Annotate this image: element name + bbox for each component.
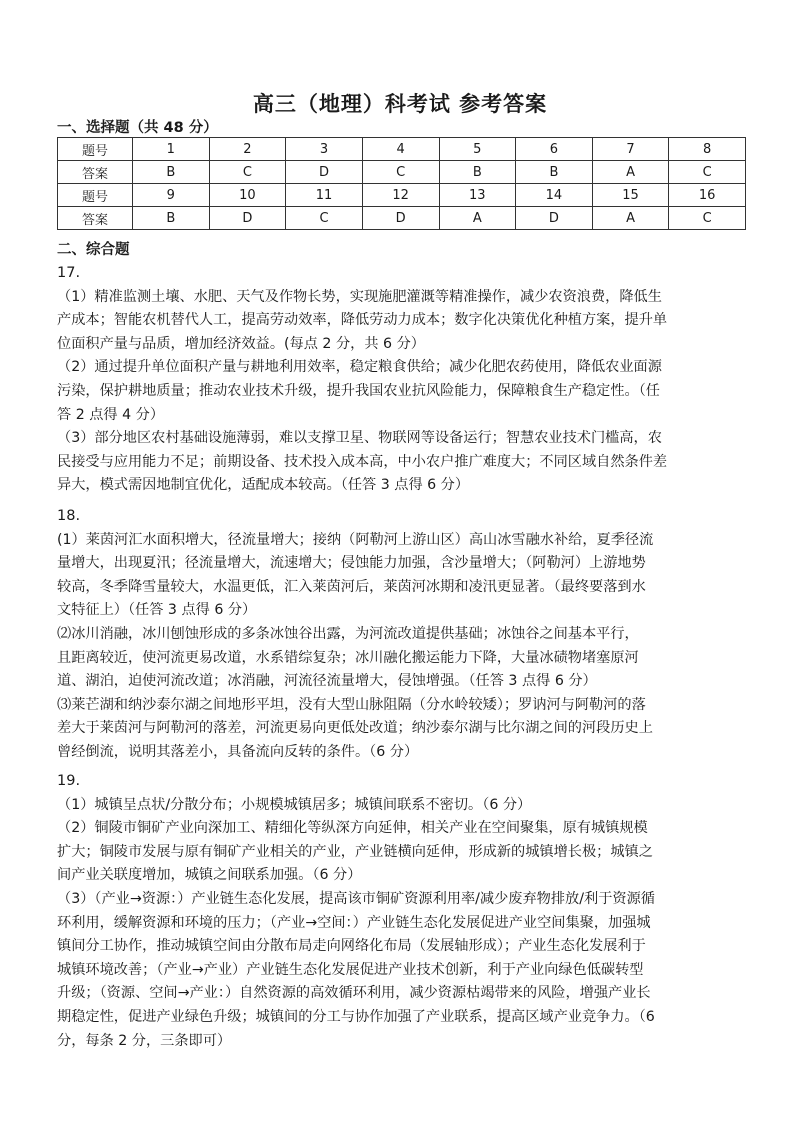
answer-line: 升级；（资源、空间→产业：）自然资源的高效循环利用，减少资源枯竭带来的风险，增强产业长 bbox=[57, 985, 651, 1002]
table-cell: A bbox=[592, 207, 669, 230]
answer-line: 镇间分工协作，推动城镇空间由分散布局走向网络化布局（发展轴形成）；产业生态化发展利于 bbox=[57, 938, 646, 955]
table-cell: C bbox=[669, 161, 746, 184]
row-label: 题号 bbox=[58, 184, 133, 207]
question-number: 19. bbox=[57, 773, 81, 789]
table-cell: D bbox=[286, 161, 363, 184]
table-cell: C bbox=[286, 207, 363, 230]
answer-line: （2）铜陵市铜矿产业向深加工、精细化等纵深方向延伸，相关产业在空间聚集，原有城镇规模 bbox=[57, 820, 648, 837]
answer-line: 道、湖泊，迫使河流改道；冰消融，河流径流量增大，侵蚀增强。（任答 3 点得 6 分） bbox=[57, 673, 597, 690]
question-17 bbox=[57, 262, 747, 498]
table-cell: 16 bbox=[669, 184, 746, 207]
table-cell: B bbox=[439, 161, 516, 184]
answer-line: 且距离较近，使河流更易改道，水系错综复杂；冰川融化搬运能力下降，大量冰碛物堵塞原河 bbox=[57, 649, 639, 666]
table-cell: 1 bbox=[133, 138, 210, 161]
answer-line: 曾经倒流，说明其落差小，具备流向反转的条件。（6 分） bbox=[57, 743, 419, 760]
answer-line: （2）通过提升单位面积产量与耕地利用效率，稳定粮食供给；减少化肥农药使用，降低农业面源 bbox=[57, 359, 662, 376]
row-label: 答案 bbox=[58, 161, 133, 184]
section-heading-comprehensive: 二、综合题 bbox=[57, 242, 130, 258]
table-cell: D bbox=[516, 207, 593, 230]
table-cell: 11 bbox=[286, 184, 363, 207]
question-number: 17. bbox=[57, 265, 81, 281]
page-title: 高三（地理）科考试 参考答案 bbox=[252, 92, 548, 116]
table-cell: D bbox=[362, 207, 439, 230]
table-cell: 5 bbox=[439, 138, 516, 161]
table-cell: 14 bbox=[516, 184, 593, 207]
row-label: 答案 bbox=[58, 207, 133, 230]
answer-line: ⑶莱芒湖和纳沙泰尔湖之间地形平坦，没有大型山脉阻隔（分水岭较矮）；罗讷河与阿勒河的落 bbox=[57, 696, 646, 713]
answer-line: 分，每条 2 分，三条即可） bbox=[57, 1032, 232, 1049]
table-cell: A bbox=[592, 161, 669, 184]
answer-line: 民接受与应用能力不足；前期设备、技术投入成本高，中小农户推广难度大；不同区域自然条件差 bbox=[57, 453, 668, 470]
answer-line: 较高，冬季降雪量较大，水温更低，汇入莱茵河后，莱茵河冰期和凌汛更显著。（最终要落到水 bbox=[57, 578, 646, 595]
answer-line: 文特征上）（任答 3 点得 6 分） bbox=[57, 602, 257, 619]
answer-table bbox=[57, 137, 746, 230]
table-cell: B bbox=[133, 207, 210, 230]
answer-line: 城镇环境改善；（产业→产业）产业链生态化发展促进产业技术创新，利于产业向绿色低碳转型 bbox=[57, 961, 644, 978]
section-heading-choice: 一、选择题（共 48 分） bbox=[57, 120, 218, 136]
question-number: 18. bbox=[57, 508, 81, 524]
answer-line: 间产业关联度增加，城镇之间联系加强。（6 分） bbox=[57, 867, 362, 884]
table-cell: C bbox=[362, 161, 439, 184]
answer-line: （1）城镇呈点状/分散分布；小规模城镇居多；城镇间联系不密切。（6 分） bbox=[57, 796, 532, 813]
answer-line: （1）精准监测土壤、水肥、天气及作物长势，实现施肥灌溉等精准操作，减少农资浪费，降低生 bbox=[57, 288, 662, 305]
answer-line: (1）莱茵河汇水面积增大，径流量增大；接纳（阿勒河上游山区）高山冰雪融水补给，夏季径流 bbox=[57, 531, 654, 548]
answer-line: 位面积产量与品质，增加经济效益。(每点 2 分，共 6 分） bbox=[57, 335, 425, 352]
table-cell: D bbox=[209, 207, 286, 230]
table-row bbox=[58, 184, 746, 207]
table-cell: 9 bbox=[133, 184, 210, 207]
answer-line: 异大，模式需因地制宜优化，适配成本较高。（任答 3 点得 6 分） bbox=[57, 477, 470, 494]
table-cell: C bbox=[209, 161, 286, 184]
table-cell: 10 bbox=[209, 184, 286, 207]
answer-line: 量增大，出现夏汛；径流量增大，流速增大；侵蚀能力加强，含沙量增大；（阿勒河）上游地势 bbox=[57, 555, 646, 572]
answer-line: 产成本；智能农机替代人工，提高劳动效率，降低劳动力成本；数字化决策优化种植方案，提升单 bbox=[57, 312, 668, 329]
table-cell: B bbox=[516, 161, 593, 184]
table-cell: 8 bbox=[669, 138, 746, 161]
answer-line: （3）部分地区农村基础设施薄弱，难以支撑卫星、物联网等设备运行；智慧农业技术门槛高，农 bbox=[57, 430, 662, 447]
table-cell: 6 bbox=[516, 138, 593, 161]
answer-line: 答 2 点得 4 分） bbox=[57, 406, 165, 423]
table-cell: C bbox=[669, 207, 746, 230]
table-cell: 12 bbox=[362, 184, 439, 207]
question-19 bbox=[57, 770, 747, 1053]
table-cell: 15 bbox=[592, 184, 669, 207]
table-cell: 3 bbox=[286, 138, 363, 161]
table-cell: B bbox=[133, 161, 210, 184]
answer-line: 污染，保护耕地质量；推动农业技术升级，提升我国农业抗风险能力，保障粮食生产稳定性。（任 bbox=[57, 382, 660, 399]
answer-line: 差大于莱茵河与阿勒河的落差，河流更易向更低处改道；纳沙泰尔湖与比尔湖之间的河段历史上 bbox=[57, 720, 653, 737]
answer-line: 扩大；铜陵市发展与原有铜矿产业相关的产业，产业链横向延伸，形成新的城镇增长极；城镇之 bbox=[57, 843, 653, 860]
answer-line: ⑵冰川消融，冰川刨蚀形成的多条冰蚀谷出露，为河流改道提供基础；冰蚀谷之间基本平行， bbox=[57, 625, 639, 642]
table-row bbox=[58, 161, 746, 184]
table-row bbox=[58, 138, 746, 161]
question-18 bbox=[57, 505, 747, 765]
table-cell: 7 bbox=[592, 138, 669, 161]
answer-line: （3）（产业→资源：）产业链生态化发展，提高该市铜矿资源利用率/减少废弃物排放/利于资源循 bbox=[57, 890, 655, 907]
row-label: 题号 bbox=[58, 138, 133, 161]
answer-line: 期稳定性，促进产业绿色升级；城镇间的分工与协作加强了产业联系，提高区域产业竞争力。（6 bbox=[57, 1008, 655, 1025]
table-cell: 2 bbox=[209, 138, 286, 161]
table-cell: 4 bbox=[362, 138, 439, 161]
table-row bbox=[58, 207, 746, 230]
table-cell: 13 bbox=[439, 184, 516, 207]
table-cell: A bbox=[439, 207, 516, 230]
answer-line: 环利用，缓解资源和环境的压力；（产业→空间：）产业链生态化发展促进产业空间集聚，加强城 bbox=[57, 914, 651, 931]
